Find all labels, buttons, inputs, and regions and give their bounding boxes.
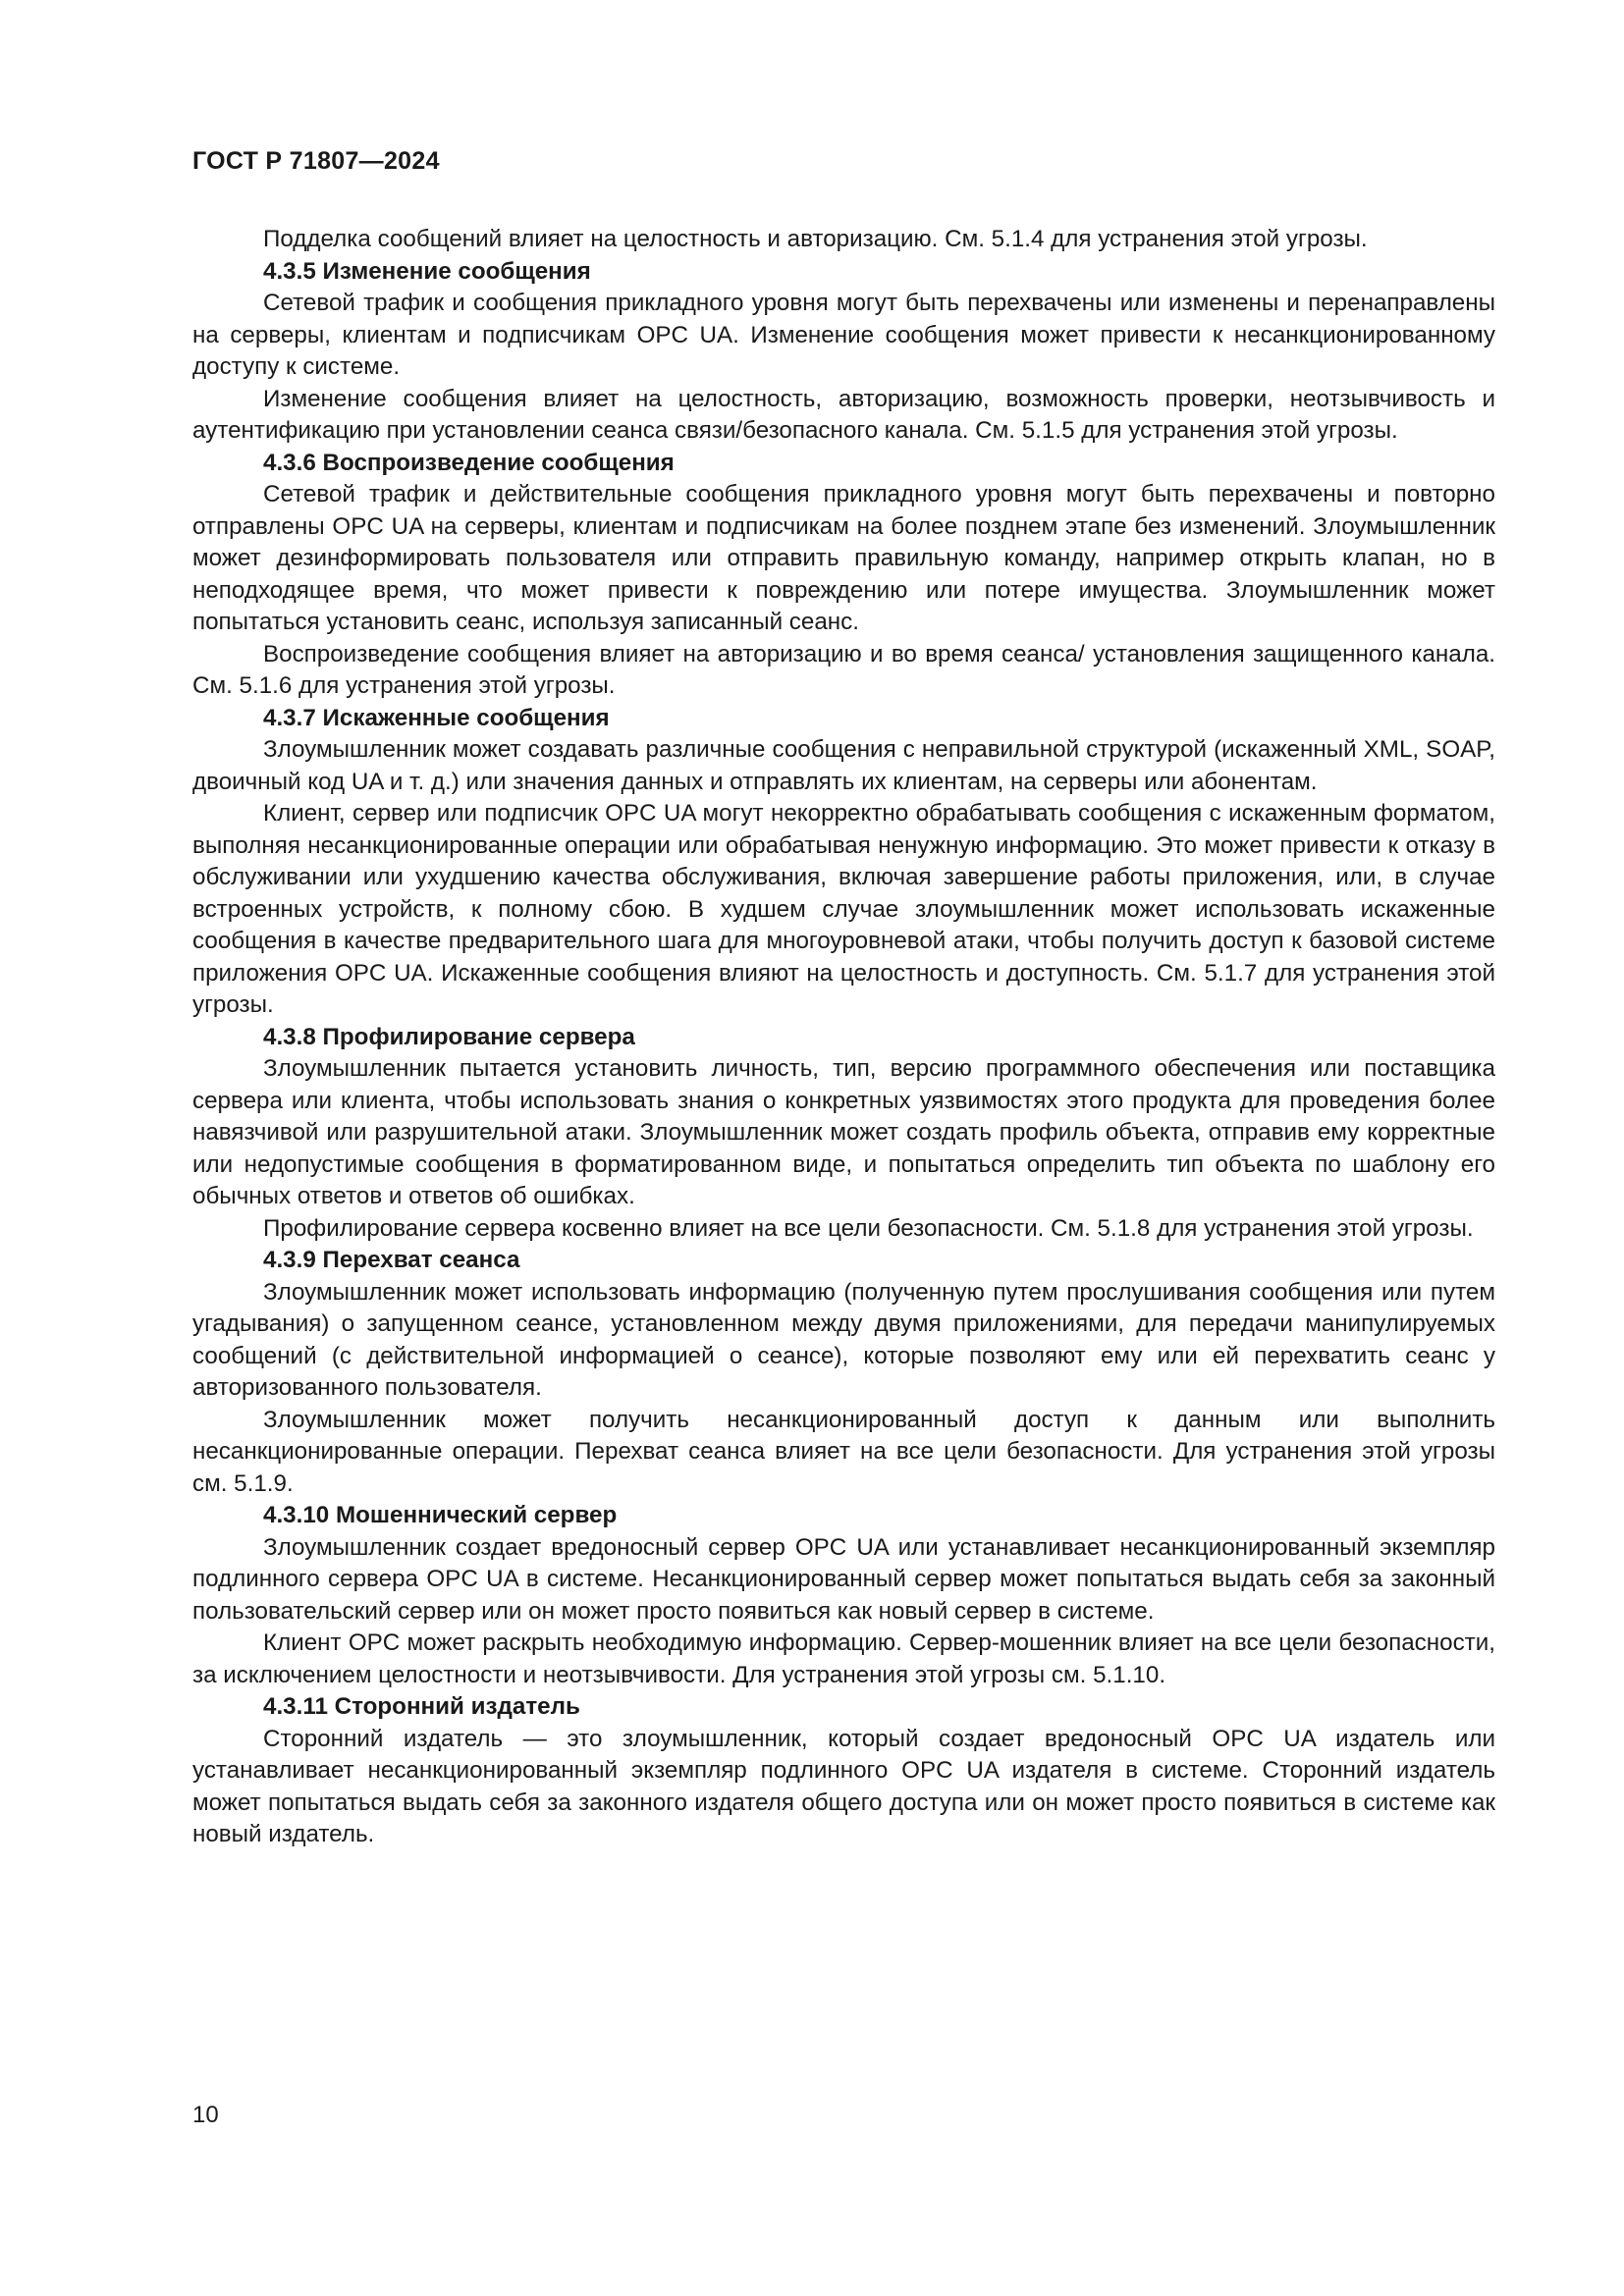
section-heading-4-3-8: 4.3.8 Профилирование сервера xyxy=(263,1023,635,1050)
page-number: 10 xyxy=(192,2102,219,2128)
paragraph: Сетевой трафик и действительные сообщения прикладного уровня могут быть перехвачены и повторно отправлены OPC UA на серверы, клиентам и подписчикам на более позднем этапе без изменений. Злоумышленник может дезинформировать пользователя или отправить правильную команду, например открыть клапан, но в неподходящее время, что может привести к повреждению или потере имущества. Злоумышленник может попытаться установить сеанс, используя записанный сеанс. xyxy=(192,481,1495,635)
paragraph: Воспроизведение сообщения влияет на авторизацию и во время сеанса/ установления защищенного канала. См. 5.1.6 для устранения этой угрозы. xyxy=(192,640,1495,699)
document-header: ГОСТ Р 71807—2024 xyxy=(192,147,440,175)
section-heading-4-3-10: 4.3.10 Мошеннический сервер xyxy=(263,1502,618,1528)
paragraph: Клиент OPC может раскрыть необходимую информацию. Сервер-мошенник влияет на все цели безопасности, за исключением целостности и неотзывчивости. Для устранения этой угрозы см. 5.1.10. xyxy=(192,1629,1495,1688)
paragraph: Профилирование сервера косвенно влияет на все цели безопасности. См. 5.1.8 для устранения этой угрозы. xyxy=(263,1214,1474,1242)
paragraph: Злоумышленник может получить несанкционированный доступ к данным или выполнить несанкционированные операции. Перехват сеанса влияет на все цели безопасности. Для устранения этой угрозы см. 5.1.9. xyxy=(192,1406,1495,1497)
section-heading-4-3-9: 4.3.9 Перехват сеанса xyxy=(263,1247,520,1273)
paragraph-intro: Подделка сообщений влияет на целостность и авторизацию. См. 5.1.4 для устранения этой угрозы. xyxy=(263,226,1368,252)
paragraph: Злоумышленник пытается установить личность, тип, версию программного обеспечения или поставщика сервера или клиента, чтобы использовать знания о конкретных уязвимостях этого продукта для проведения более навязчивой или разрушительной атаки. Злоумышленник может создать профиль объекта, отправив ему корректные или недопустимые сообщения в форматированном виде, и попытаться определить тип объекта по шаблону его обычных ответов и ответов об ошибках. xyxy=(192,1055,1495,1209)
paragraph: Сторонний издатель — это злоумышленник, который создает вредоносный OPC UA издатель или устанавливает несанкционированный экземпляр подлинного OPC UA издателя в системе. Сторонний издатель может попытаться выдать себя за законного издателя общего доступа или он может просто появиться в системе как новый издатель. xyxy=(192,1725,1495,1847)
paragraph: Злоумышленник может использовать информацию (полученную путем прослушивания сообщения или путем угадывания) о запущенном сеансе, установленном между двумя приложениями, для передачи манипулируемых сообщений (с действительной информацией о сеансе), которые позволяют ему или ей перехватить сеанс у авторизованного пользователя. xyxy=(192,1278,1495,1401)
section-heading-4-3-11: 4.3.11 Сторонний издатель xyxy=(263,1693,580,1720)
paragraph: Изменение сообщения влияет на целостность, авторизацию, возможность проверки, неотзывчивость и аутентификацию при установлении сеанса связи/безопасного канала. См. 5.1.5 для устранения этой угрозы. xyxy=(192,385,1495,444)
paragraph: Злоумышленник создает вредоносный сервер OPC UA или устанавливает несанкционированный экземпляр подлинного сервера OPC UA в системе. Несанкционированный сервер может попытаться выдать себя за законный пользовательский сервер или он может просто появиться как новый сервер в системе. xyxy=(192,1533,1495,1625)
section-heading-4-3-7: 4.3.7 Искаженные сообщения xyxy=(263,704,610,731)
paragraph: Злоумышленник может создавать различные сообщения с неправильной структурой (искаженный XML, SOAP, двоичный код UA и т. д.) или значения данных и отправлять их клиентам, на серверы или абонентам. xyxy=(192,736,1495,795)
paragraph: Сетевой трафик и сообщения прикладного уровня могут быть перехвачены или изменены и перенаправлены на серверы, клиентам и подписчикам OPC UA. Изменение сообщения может привести к несанкционированному доступу к системе. xyxy=(192,290,1495,380)
section-heading-4-3-5: 4.3.5 Изменение сообщения xyxy=(263,257,591,285)
document-body xyxy=(192,224,1495,1851)
paragraph: Клиент, сервер или подписчик OPC UA могут некорректно обрабатывать сообщения с искаженным форматом, выполняя несанкционированные операции или обрабатывая ненужную информацию. Это может привести к отказу в обслуживании или ухудшению качества обслуживания, включая завершение работы приложения, или, в случае встроенных устройств, к полному сбою. В худшем случае злоумышленник может использовать искаженные сообщения в качестве предварительного шага для многоуровневой атаки, чтобы получить доступ к базовой системе приложения OPC UA. Искаженные сообщения влияют на целостность и доступность. См. 5.1.7 для устранения этой угрозы. xyxy=(192,800,1495,1018)
section-heading-4-3-6: 4.3.6 Воспроизведение сообщения xyxy=(263,449,675,476)
